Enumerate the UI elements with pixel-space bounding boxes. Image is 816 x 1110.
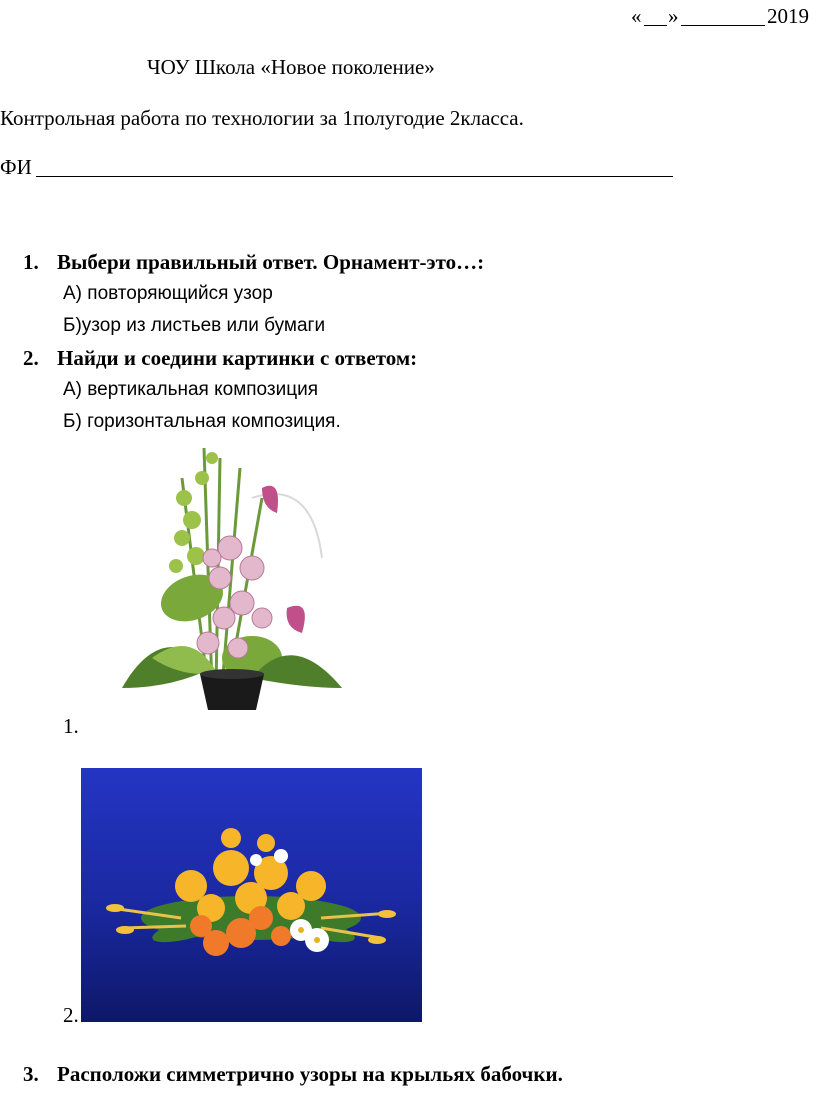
q2-option-b: Б) горизонтальная композиция. <box>63 411 341 432</box>
date-year: 2019 <box>767 4 809 28</box>
q2-prompt: Найди и соедини картинки с ответом: <box>57 346 418 370</box>
name-label: ФИ <box>0 155 32 179</box>
q1-number: 1. <box>23 250 39 274</box>
image-1-label: 1. <box>63 714 79 738</box>
date-day-blank <box>644 25 667 26</box>
school-name: ЧОУ Школа «Новое поколение» <box>147 55 435 79</box>
vertical-arrangement-illustration <box>112 438 352 714</box>
q2-option-a: А) вертикальная композиция <box>63 379 319 400</box>
q1-option-a: А) повторяющийся узор <box>63 283 273 304</box>
image-2-label: 2. <box>63 1003 79 1027</box>
date-open: « <box>631 4 642 28</box>
q1-option-b: Б)узор из листьев или бумаги <box>63 315 326 336</box>
q3-number: 3. <box>23 1062 39 1086</box>
vertical-arrangement-image <box>112 438 352 714</box>
q1-prompt: Выбери правильный ответ. Орнамент-это…: <box>57 250 485 274</box>
horizontal-arrangement-illustration <box>81 768 422 1022</box>
date-mid: » <box>668 4 679 28</box>
name-line <box>36 176 673 177</box>
horizontal-arrangement-image <box>81 768 422 1022</box>
q2-number: 2. <box>23 346 39 370</box>
q3-prompt: Расположи симметрично узоры на крыльях бабочки. <box>57 1062 563 1086</box>
date-month-blank <box>681 25 765 26</box>
page-title: Контрольная работа по технологии за 1полугодие 2класса. <box>0 106 524 130</box>
